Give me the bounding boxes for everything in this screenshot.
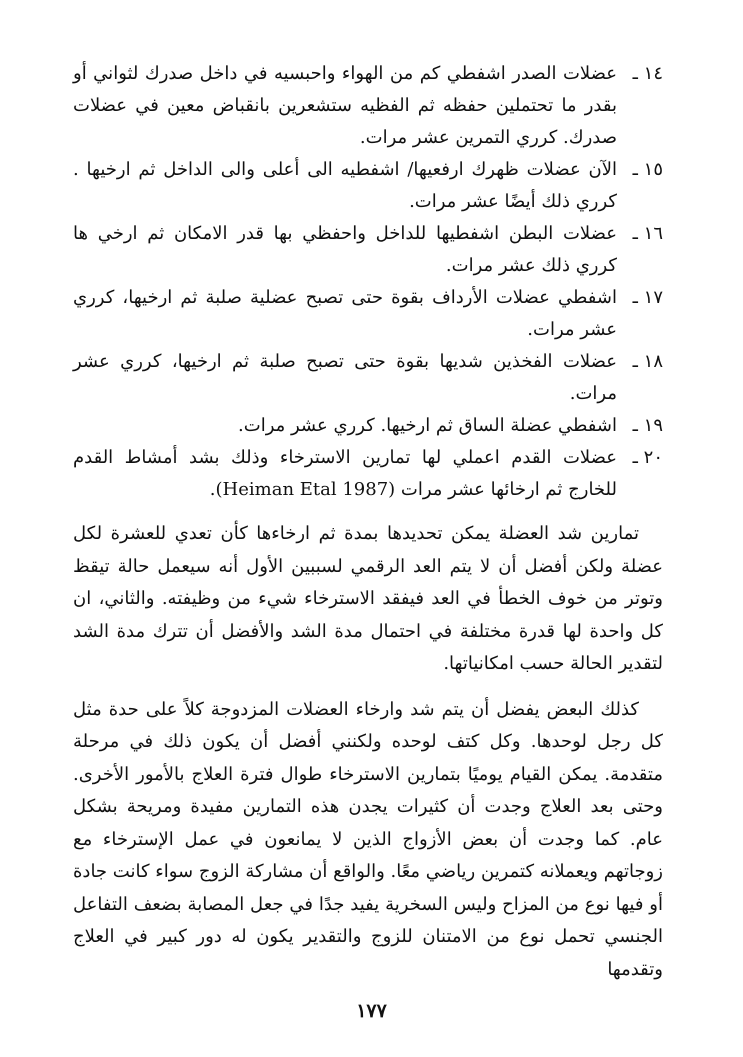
page-number: ١٧٧ [356, 1000, 387, 1022]
list-item-text: عضلات الفخذين شديها بقوة حتى تصبح صلبة ثم ارخيها، كرري عشر مرات. [73, 351, 617, 404]
list-item [73, 218, 663, 282]
list-item [73, 154, 663, 218]
list-item [73, 410, 663, 442]
list-item [73, 58, 663, 154]
list-item-text: عضلات الصدر اشفطي كم من الهواء واحبسيه في داخل صدرك لثواني أو بقدر ما تحتملين حفظه ثم الفظيه ستشعرين بانقباض معين في عضلات صدرك. كرري التمرين عشر مرات. [73, 63, 617, 148]
list-item [73, 346, 663, 410]
body-paragraph: تمارين شد العضلة يمكن تحديدها بمدة ثم ارخاءها كأن تعدي للعشرة لكل عضلة ولكن أفضل أن لا يتم العد الرقمي لسببين الأول أنه سيعمل حالة تيقظ وتوتر من خوف الخطأ في العد فيفقد الاسترخاء شيء من وظيفته. والثاني، ان كل واحدة لها قدرة مختلفة في احتمال مدة الشد والأفضل أن تترك مدة الشد لتقدير الحالة حسب امكانياتها. [73, 523, 663, 674]
list-item-number: ١٩ ـ [632, 415, 663, 436]
body-paragraph: كذلك البعض يفضل أن يتم شد وارخاء العضلات المزدوجة كلاً على حدة مثل كل رجل لوحدها. وكل كتف لوحده ولكنني أفضل أن يكون ذلك في مرحلة متقدمة. يمكن القيام يوميًا بتمارين الاسترخاء طوال فترة العلاج بالأمور الأخرى. وحتى بعد العلاج وجدت أن كثيرات يجدن هذه التمارين مفيدة ومريحة بشكل عام. كما وجدت أن بعض الأزواج الذين لا يمانعون في عمل الإسترخاء مع زوجاتهم ويعملانه كتمرين رياضي معًا. والواقع أن مشاركة الزوج سواء كانت جادة أو فيها نوع من المزاح وليس السخرية يفيد جدًا في جعل المصابة بضعف التفاعل الجنسي تحمل نوع من الامتنان للزوج والتقدير يكون له دور كبير في العلاج وتقدمها [73, 698, 663, 980]
list-item-number: ١٦ ـ [632, 223, 663, 244]
list-item-number: ٢٠ ـ [632, 447, 663, 468]
list-item-text: عضلات القدم اعملي لها تمارين الاسترخاء وذلك بشد أمشاط القدم للخارج ثم ارخائها عشر مرات (Heiman Etal 1987). [73, 447, 617, 500]
list-item [73, 282, 663, 346]
list-item-number: ١٤ ـ [632, 63, 663, 84]
list-item-number: ١٧ ـ [632, 287, 663, 308]
list-item-text: عضلات البطن اشفطيها للداخل واحفظي بها قدر الامكان ثم ارخي ها كرري ذلك عشر مرات. [73, 223, 617, 276]
list-item-text: اشفطي عضلات الأرداف بقوة حتى تصبح عضلية صلبة ثم ارخيها، كرري عشر مرات. [73, 287, 617, 340]
list-item-number: ١٨ ـ [632, 351, 663, 372]
list-item-text: الآن عضلات ظهرك ارفعيها/ اشفطيه الى أعلى والى الداخل ثم ارخيها . كرري ذلك أيضًا عشر مرات. [73, 159, 617, 212]
list-item-text: اشفطي عضلة الساق ثم ارخيها. كرري عشر مرات. [238, 415, 617, 436]
page-body [73, 58, 663, 986]
list-item [73, 442, 663, 506]
list-item-number: ١٥ ـ [632, 159, 663, 180]
